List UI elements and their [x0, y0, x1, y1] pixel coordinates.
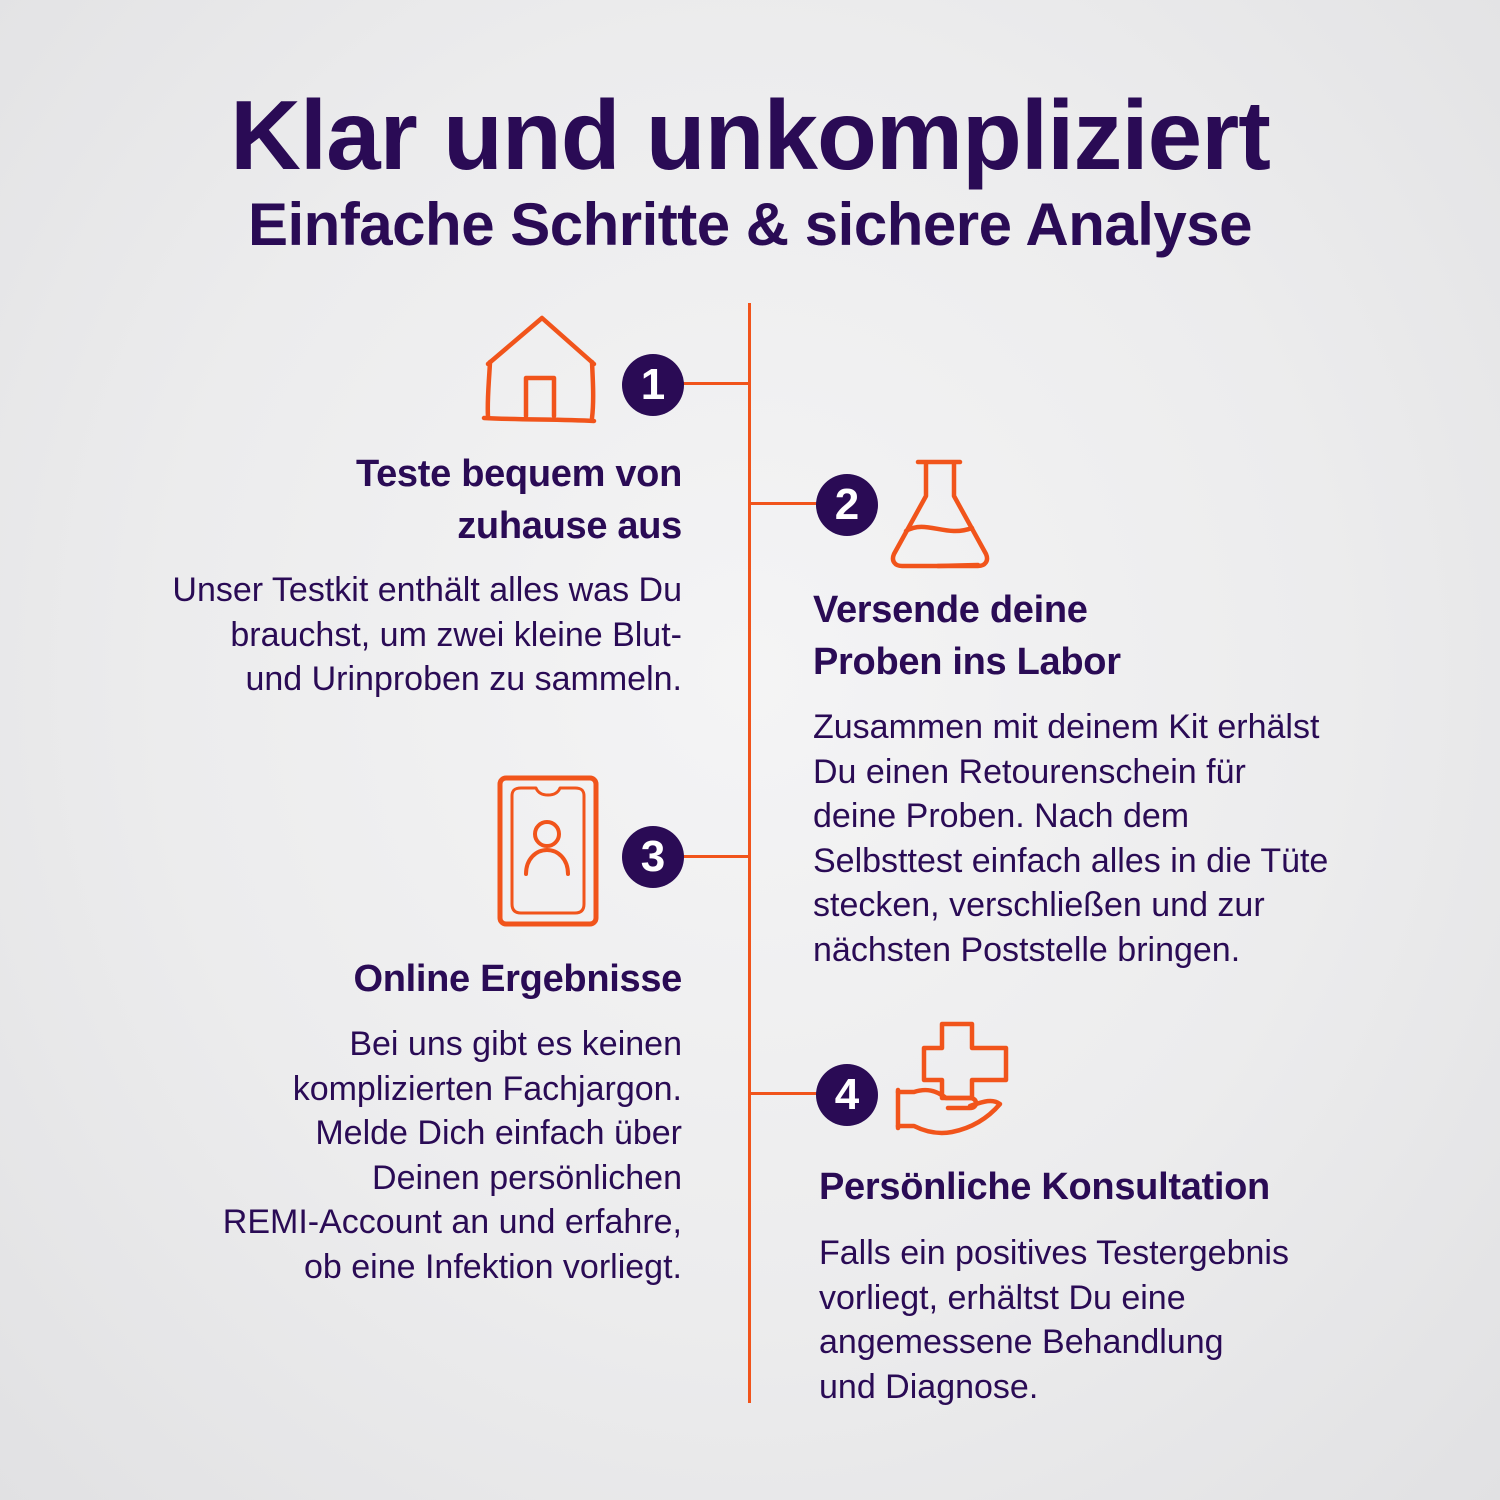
step-3-description	[223, 1022, 682, 1289]
step-1-description-line: und Urinproben zu sammeln.	[245, 660, 682, 698]
step-2-description-line: Zusammen mit deinem Kit erhälst	[813, 708, 1320, 746]
step-2-description	[813, 705, 1328, 972]
step-2-description-line: stecken, verschließen und zur	[813, 886, 1265, 924]
step-3-description-line: Melde Dich einfach über	[315, 1114, 682, 1152]
step-3-description-line: REMI-Account an und erfahre,	[222, 1203, 682, 1241]
step-1-connector	[683, 382, 749, 385]
step-4-description-line: vorliegt, erhältst Du eine	[819, 1278, 1186, 1317]
step-3-description-line: komplizierten Fachjargon.	[292, 1069, 682, 1108]
step-2-heading-line: Proben ins Labor	[813, 641, 1121, 683]
step-1-description	[172, 568, 682, 702]
house-icon	[480, 312, 600, 430]
step-1-description-line: Unser Testkit enthält alles was Du	[172, 571, 682, 609]
step-2-description-line: Selbsttest einfach alles in die Tüte	[813, 841, 1329, 880]
step-2-description-line: Du einen Retourenschein für	[813, 752, 1246, 791]
hand-medical-cross-icon	[892, 1018, 1014, 1140]
step-2-number: 2	[816, 474, 878, 536]
step-1-heading-line: Teste bequem von	[355, 453, 682, 495]
step-1-number: 1	[622, 354, 684, 416]
step-4-description-line: Falls ein positives Testergebnis	[819, 1234, 1289, 1272]
smartphone-user-icon	[496, 774, 600, 928]
step-2-heading-line: Versende deine	[813, 589, 1088, 631]
step-4-heading	[819, 1161, 1270, 1213]
step-1-heading	[356, 448, 682, 552]
step-3-description-line: Bei uns gibt es keinen	[349, 1025, 682, 1063]
step-4-description	[819, 1231, 1289, 1409]
timeline-line	[748, 303, 751, 1403]
step-3-heading	[353, 953, 682, 1005]
step-4-number: 4	[816, 1064, 878, 1126]
step-3-number: 3	[622, 826, 684, 888]
step-2-connector	[750, 502, 817, 505]
step-4-heading-line: Persönliche Konsultation	[819, 1166, 1270, 1208]
page-subtitle: Einfache Schritte & sichere Analyse	[247, 191, 1253, 258]
step-2-description-line: nächsten Poststelle bringen.	[813, 930, 1241, 969]
page-title: Klar und unkompliziert	[230, 80, 1270, 190]
step-3-connector	[683, 855, 749, 858]
flask-icon	[886, 456, 996, 572]
step-4-description-line: und Diagnose.	[819, 1367, 1039, 1406]
step-3-description-line: ob eine Infektion vorliegt.	[303, 1247, 682, 1286]
step-2-heading	[813, 584, 1121, 688]
step-1-description-line: brauchst, um zwei kleine Blut-	[230, 615, 682, 654]
step-2-description-line: deine Proben. Nach dem	[813, 797, 1190, 835]
step-3-description-line: Deinen persönlichen	[372, 1158, 682, 1197]
step-1-heading-line: zuhause aus	[457, 505, 682, 547]
step-4-description-line: angemessene Behandlung	[819, 1323, 1224, 1361]
step-4-connector	[750, 1092, 817, 1095]
step-3-heading-line: Online Ergebnisse	[353, 958, 682, 1000]
